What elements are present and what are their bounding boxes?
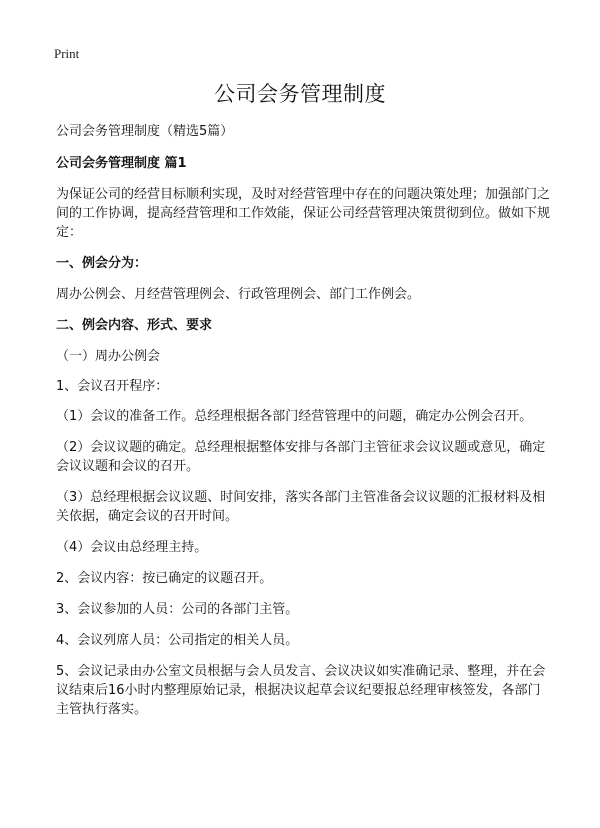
list-item: 2、会议内容：按已确定的议题召开。 [56, 571, 273, 586]
document-body [56, 122, 550, 731]
intro-paragraph: 为保证公司的经营目标顺利实现，及时对经营管理中存在的问题决策处理；加强部门之间的工作协调，提高经营管理和工作效能，保证公司经营管理决策贯彻到位。做如下规定： [56, 187, 551, 240]
subsection-1-heading: （一）周办公例会 [56, 349, 161, 364]
section-1-heading: 一、例会分为： [56, 256, 148, 271]
document-subtitle: 公司会务管理制度（精选5篇） [56, 124, 234, 139]
section-1-text: 周办公例会、月经营管理例会、行政管理例会、部门工作例会。 [56, 287, 421, 302]
section-2-heading: 二、例会内容、形式、要求 [56, 318, 213, 333]
list-item: （3）总经理根据会议议题、时间安排，落实各部门主管准备会议议题的汇报材料及相关依据，确定会议的召开时间。 [56, 490, 546, 524]
article-heading: 公司会务管理制度 篇1 [56, 156, 187, 171]
print-link[interactable]: Print [54, 46, 80, 61]
list-item: （1）会议的准备工作。总经理根据各部门经营管理中的问题，确定办公例会召开。 [56, 409, 533, 424]
list-item: 1、会议召开程序： [56, 379, 169, 394]
list-item: 5、会议记录由办公室文员根据与会人员发言、会议决议如实准确记录、整理，并在会议结束后16小时内整理原始记录，根据决议起草会议纪要报总经理审核签发，各部门主管执行落实。 [56, 664, 546, 717]
list-item: 4、会议列席人员：公司指定的相关人员。 [56, 633, 299, 648]
list-item: 3、会议参加的人员：公司的各部门主管。 [56, 602, 299, 617]
list-item: （4）会议由总经理主持。 [56, 540, 208, 555]
document-title: 公司会务管理制度 [214, 82, 386, 106]
list-item: （2）会议议题的确定。总经理根据整体安排与各部门主管征求会议议题或意见，确定会议议题和会议的召开。 [56, 440, 546, 474]
